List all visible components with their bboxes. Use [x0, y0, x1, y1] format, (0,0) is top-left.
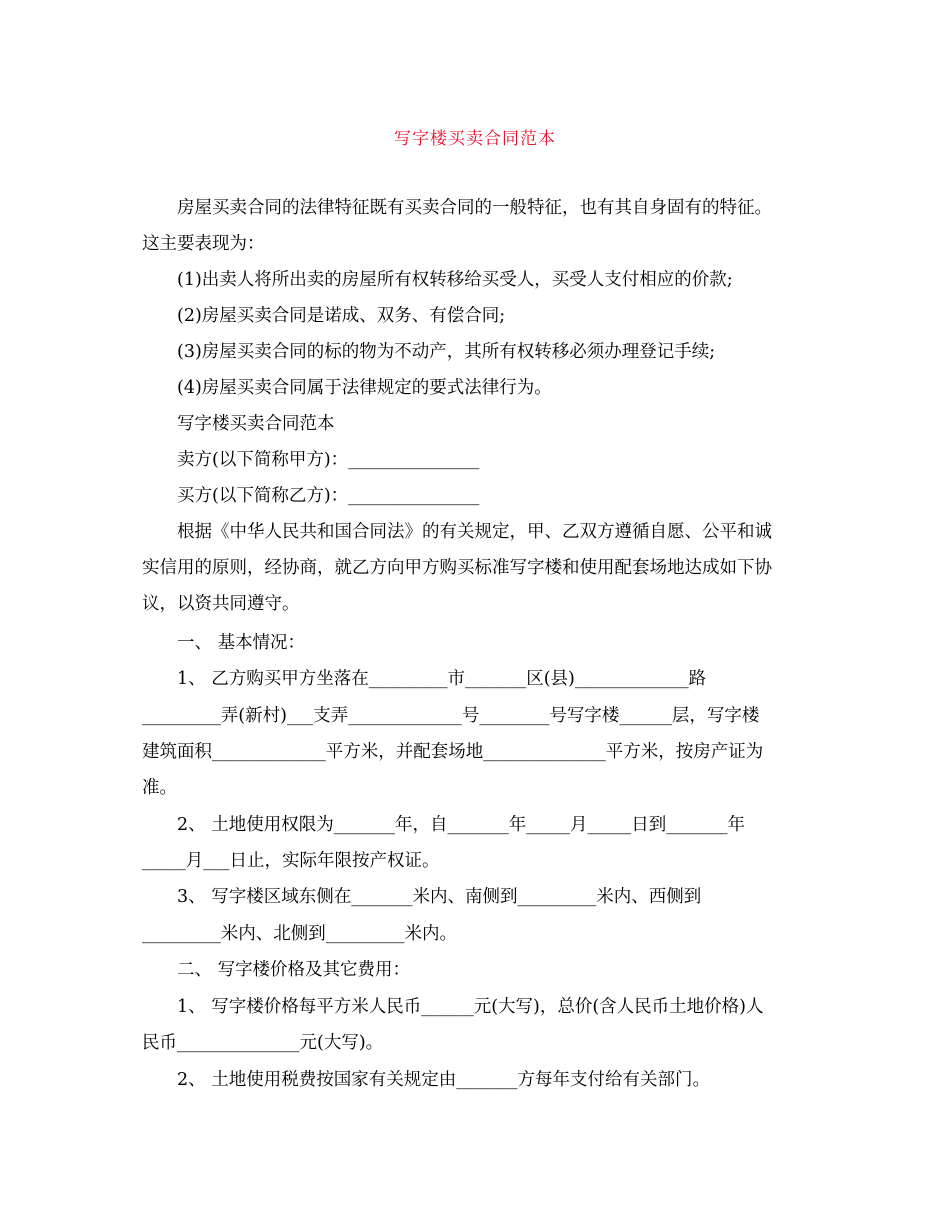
list-item: (4)房屋买卖合同属于法律规定的要式法律行为。 [177, 378, 552, 398]
clause-line: _________米内、北侧到_________米内。 [142, 924, 457, 944]
clause-line: 1、 写字楼价格每平方米人民币______元(大写)，总价(含人民币土地价格)人 [177, 997, 764, 1017]
paragraph-line: 房屋买卖合同的法律特征既有买卖合同的一般特征，也有其自身固有的特征。 [177, 198, 772, 218]
section-heading: 二、 写字楼价格及其它费用： [177, 960, 411, 980]
clause-line: 民币______________元(大写)。 [142, 1033, 384, 1053]
section-heading: 一、 基本情况： [177, 633, 306, 653]
section-heading: 写字楼买卖合同范本 [177, 414, 335, 434]
clause-line: 2、 土地使用税费按国家有关规定由_______方每年支付给有关部门。 [177, 1070, 710, 1090]
seller-field: 卖方(以下简称甲方)：_______________ [177, 450, 480, 470]
paragraph-line: 议，以资共同遵守。 [142, 594, 300, 614]
clause-line: _________弄(新村)___支弄_____________号________号写字楼______层，写字楼 [142, 706, 760, 726]
paragraph-line: 根据《中华人民共和国合同法》的有关规定，甲、乙双方遵循自愿、公平和诚 [177, 522, 772, 542]
clause-line: 3、 写字楼区域东侧在_______米内、南侧到_________米内、西侧到 [177, 887, 702, 907]
list-item: (1)出卖人将所出卖的房屋所有权转移给买受人，买受人支付相应的价款; [177, 270, 733, 290]
paragraph-line: 实信用的原则，经协商，就乙方向甲方购买标准写字楼和使用配套场地达成如下协 [142, 558, 772, 578]
document-title: 写字楼买卖合同范本 [394, 129, 556, 149]
clause-line: 1、 乙方购买甲方坐落在_________市_______区(县)_____________路 [177, 669, 707, 689]
paragraph-line: 这主要表现为： [142, 234, 265, 254]
list-item: (3)房屋买卖合同的标的物为不动产，其所有权转移必须办理登记手续; [177, 342, 716, 362]
clause-line: 建筑面积_____________平方米，并配套场地______________平方米，按房产证为 [142, 742, 764, 762]
list-item: (2)房屋买卖合同是诺成、双务、有偿合同; [177, 306, 506, 326]
buyer-field: 买方(以下简称乙方)：_______________ [177, 486, 480, 506]
clause-line: _____月___日止，实际年限按产权证。 [142, 851, 440, 871]
clause-line: 准。 [142, 778, 177, 798]
clause-line: 2、 土地使用权限为_______年，自_______年_____月_____日到_______年 [177, 815, 745, 835]
